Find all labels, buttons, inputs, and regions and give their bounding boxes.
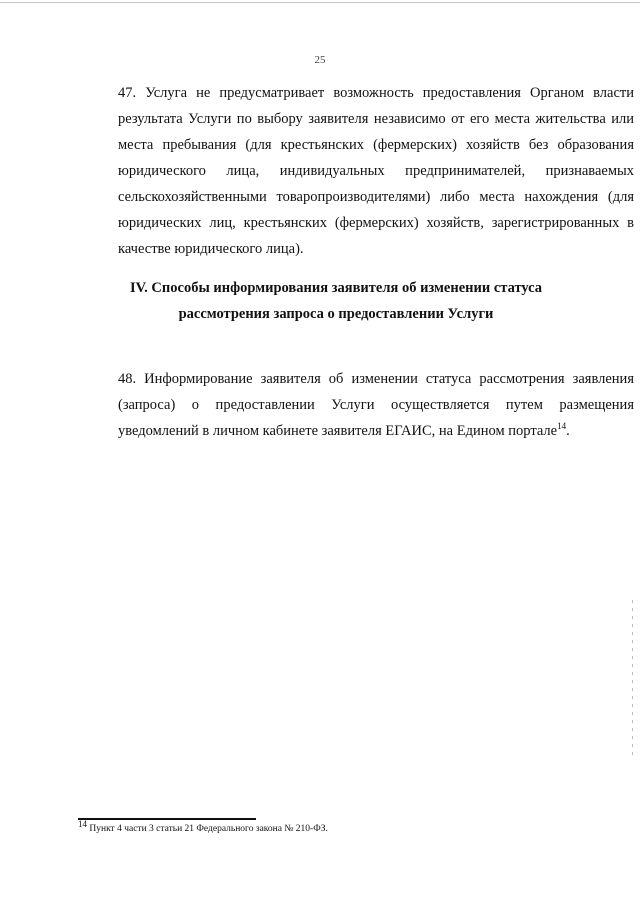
footnote: [78, 818, 328, 835]
paragraph-48-end: .: [566, 423, 570, 439]
section-heading-line-1: IV. Способы информирования заявителя об изменении статуса: [129, 280, 543, 296]
footnote-separator: [78, 818, 256, 820]
section-heading: [78, 275, 594, 327]
footnote-number: 14: [78, 818, 87, 829]
page-number: 25: [314, 54, 326, 66]
section-heading-line-2: рассмотрения запроса о предоставлении Услуги: [178, 306, 494, 322]
footnote-reference[interactable]: 14: [557, 421, 567, 432]
paragraph-48-text: 48. Информирование заявителя об изменении статуса рассмотрения заявления (запроса) о предоставлении Услуги осуществляется путем размещения уведомлений в личном кабинете заявителя ЕГАИС, на Едином портале: [118, 371, 634, 439]
top-border-line: [0, 2, 640, 3]
footnote-text: Пункт 4 части 3 статьи 21 Федерального закона № 210-ФЗ.: [87, 824, 328, 834]
paragraph-48: [78, 366, 634, 444]
scan-edge-marks: [632, 600, 633, 760]
paragraph-47: 47. Услуга не предусматривает возможность предоставления Органом власти результата Услуги по выбору заявителя независимо от его места жительства или места пребывания (для крестьянских (фермерских) хозяйств без образования юридического лица, индивидуальных предпринимателей, признаваемых сельскохозяйственными товаропроизводителями) либо места нахождения (для юридических лиц, крестьянских (фермерских) хозяйств, зарегистрированных в качестве юридического лица).: [118, 85, 634, 257]
